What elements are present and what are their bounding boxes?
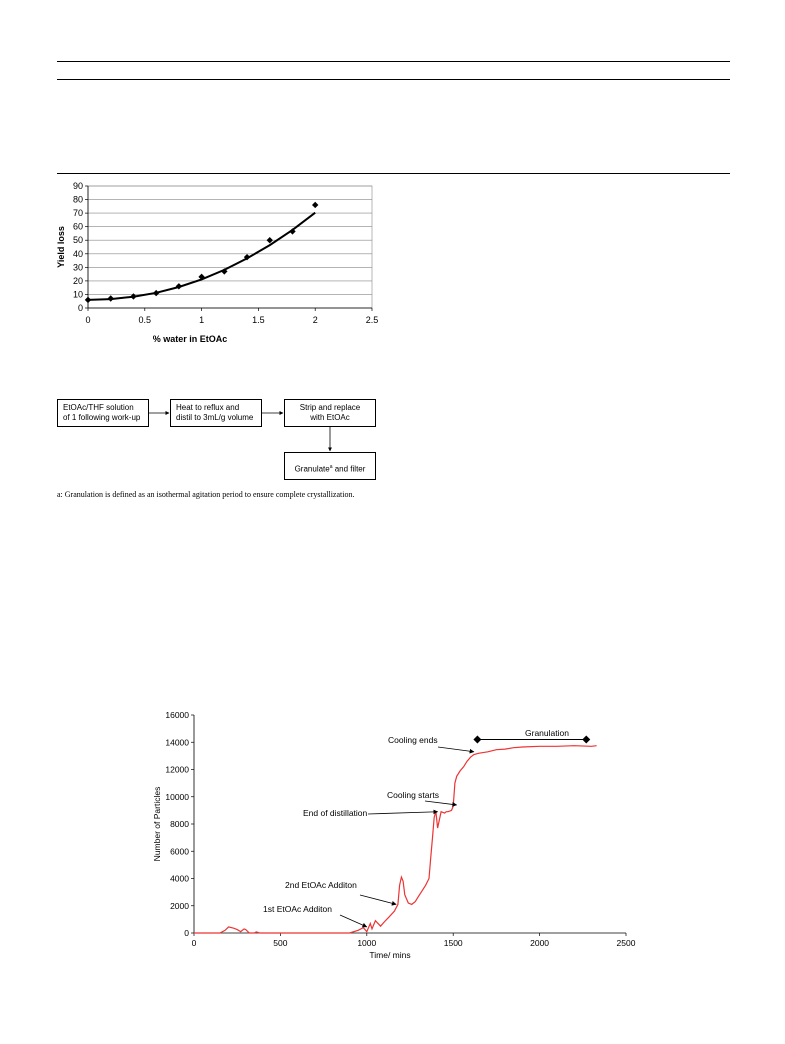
y-tick-label: 4000: [170, 873, 189, 884]
flow-box-start-line1: EtOAc/THF solution: [63, 403, 134, 412]
data-point: [108, 295, 114, 301]
flowchart-footnote: a: Granulation is defined as an isothermal agitation period to ensure complete crystallization.: [57, 490, 355, 499]
y-tick-label: 60: [72, 221, 83, 232]
y-tick-label: 70: [72, 208, 83, 219]
flow-box-granulate-label2: and filter: [332, 464, 366, 474]
annotation-arrow: [340, 915, 367, 927]
y-tick-label: 80: [72, 194, 83, 205]
x-tick-label: 1000: [357, 938, 377, 948]
y-axis-label: Yield loss: [56, 226, 66, 268]
x-tick-label: 2.5: [365, 315, 379, 325]
y-tick-label: 10: [72, 289, 83, 300]
x-tick-label: 2: [312, 315, 318, 325]
granulation-range-marker: [473, 736, 481, 744]
data-point: [85, 297, 91, 303]
flow-box-strip-line1: Strip and replace: [299, 403, 361, 412]
x-axis-label: Time/ mins: [369, 950, 411, 960]
flow-box-granulate: [284, 452, 376, 480]
y-tick-label: 90: [72, 181, 83, 191]
data-point: [153, 290, 159, 296]
granulation-range-marker: [582, 736, 590, 744]
section-rule: [57, 173, 730, 174]
annotation-label: End of distillation: [303, 808, 368, 818]
flow-box-granulate-sup: a: [329, 464, 333, 470]
x-tick-label: 2000: [530, 938, 550, 948]
x-tick-label: 1.5: [252, 315, 265, 325]
annotation-label: Cooling starts: [387, 790, 439, 800]
x-tick-label: 0: [85, 315, 91, 325]
x-tick-label: 1500: [443, 938, 463, 948]
annotation-label: 1st EtOAc Additon: [263, 904, 332, 914]
data-point: [312, 202, 318, 208]
x-tick-label: 2500: [616, 938, 636, 948]
annotation-arrow: [438, 747, 474, 752]
x-tick-label: 500: [273, 938, 288, 948]
particle-count-chart: [150, 705, 640, 970]
y-tick-label: 20: [72, 275, 83, 286]
annotation-arrow: [368, 812, 438, 814]
header-rule-top: [57, 61, 730, 62]
y-tick-label: 40: [72, 248, 83, 259]
x-axis-label: % water in EtOAc: [152, 334, 228, 344]
header-rule-bottom: [57, 79, 730, 80]
flow-box-reflux: [170, 399, 262, 427]
x-tick-label: 1: [199, 315, 205, 325]
y-tick-label: 8000: [170, 819, 189, 829]
annotation-label: 2nd EtOAc Additon: [285, 880, 357, 890]
plot-area: [88, 186, 372, 308]
annotation-arrow: [425, 801, 457, 805]
flow-box-start: [57, 399, 149, 427]
flow-box-strip-line2: with EtOAc: [310, 413, 350, 422]
yield-loss-chart: [50, 178, 390, 348]
x-tick-label: 0: [191, 938, 197, 948]
y-axis-label: Number of Particles: [152, 786, 162, 862]
annotation-label: Granulation: [525, 728, 569, 738]
y-tick-label: 6000: [170, 846, 189, 857]
y-tick-label: 50: [72, 235, 83, 246]
particle-count-line: [194, 746, 597, 933]
y-tick-label: 14000: [165, 737, 189, 748]
y-tick-label: 0: [184, 928, 189, 938]
y-tick-label: 16000: [165, 710, 189, 720]
annotation-label: Cooling ends: [388, 735, 438, 745]
flow-box-start-line2: of 1 following work-up: [63, 413, 141, 422]
y-tick-label: 10000: [165, 791, 189, 802]
y-tick-label: 2000: [170, 900, 189, 911]
annotation-arrow: [360, 895, 396, 904]
flow-box-reflux-line1: Heat to reflux and: [176, 403, 240, 412]
y-tick-label: 30: [72, 262, 83, 273]
trendline: [88, 213, 315, 300]
y-tick-label: 12000: [165, 764, 189, 775]
flow-box-granulate-label: Granulate: [294, 464, 330, 474]
x-tick-label: 0.5: [138, 315, 152, 325]
y-tick-label: 0: [77, 303, 83, 313]
flow-box-reflux-line2: distil to 3mL/g volume: [176, 413, 254, 422]
flow-box-strip: [284, 399, 376, 427]
